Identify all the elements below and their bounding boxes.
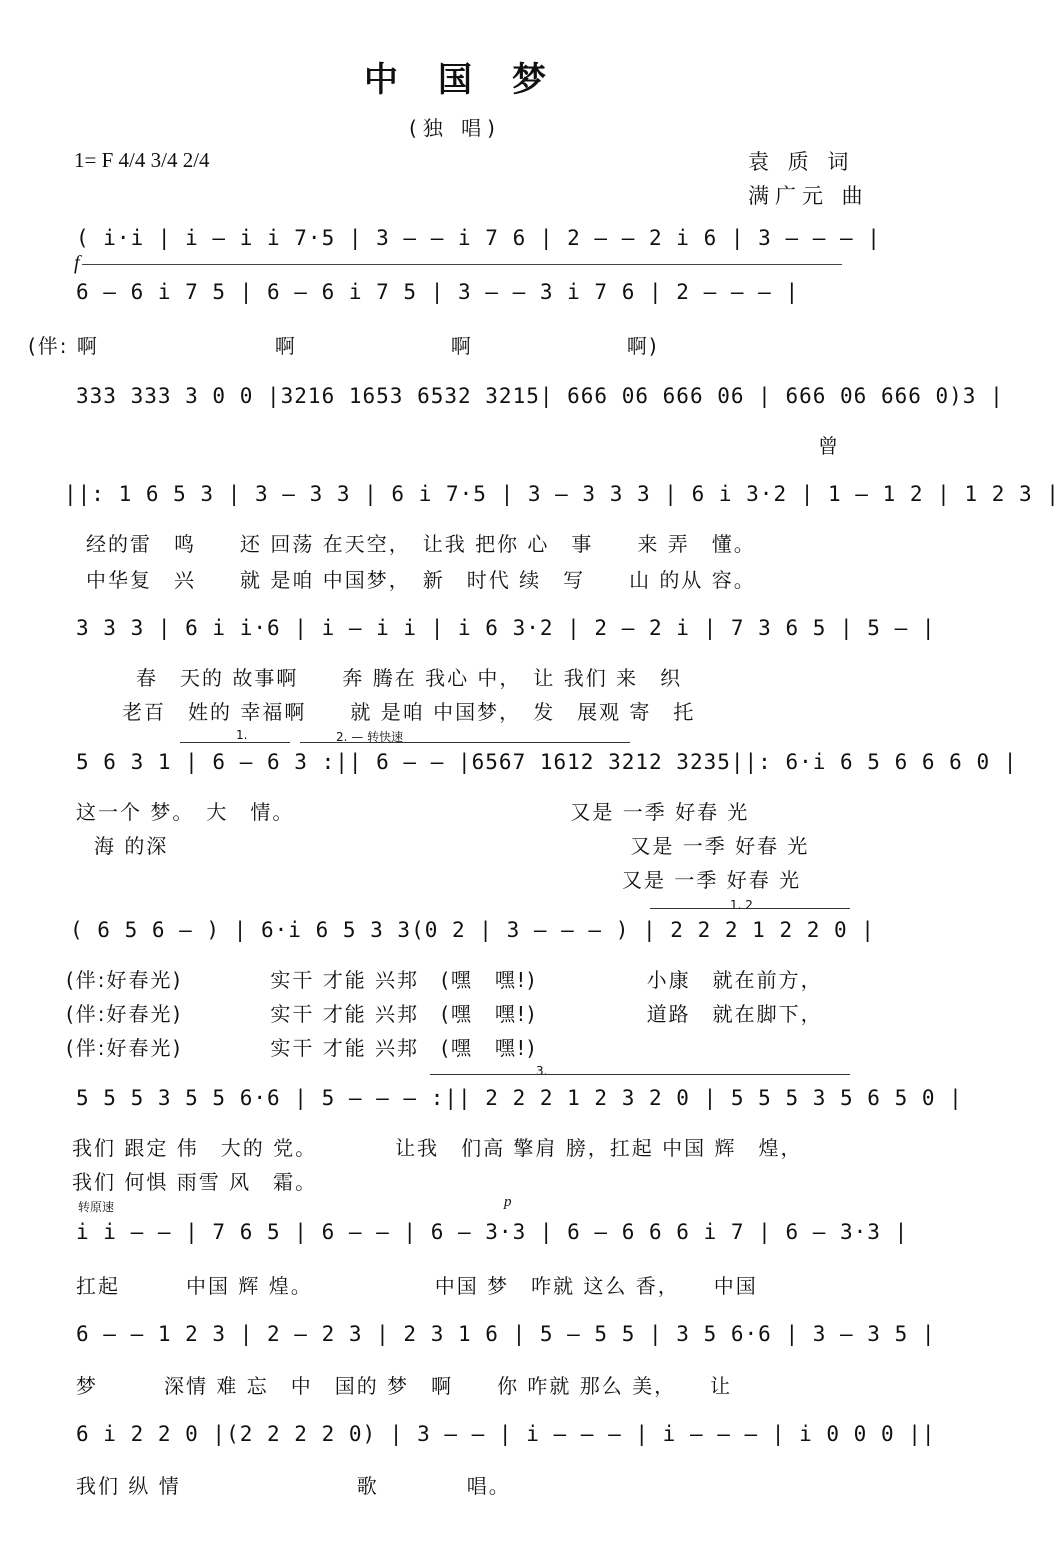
score-line-11-music: 6 i 2 2 0 |(2 2 2 2 0) | 3 — — | i — — — | i — — — | i 0 0 0 || (76, 1422, 936, 1446)
performance-note: (独 唱) (409, 116, 501, 140)
score-line-6-lyrics-verse1: 这一个 梦。 大 情。 又是 一季 好春 光 (76, 800, 750, 824)
score-line-3-music: 333 333 3 0 0 |3216 1653 6532 3215| 666 06 666 06 | 666 06 666 0)3 | (76, 384, 1004, 408)
volta-3-bracket (430, 1074, 850, 1075)
score-line-8-music: 5 5 5 3 5 5 6·6 | 5 — — — :|| 2 2 2 1 2 3 2 0 | 5 5 5 3 5 6 5 0 | (76, 1086, 963, 1110)
volta-1-label: 1. (236, 728, 248, 742)
score-line-2-lyrics: (伴: 啊 啊 啊 啊) (28, 334, 659, 358)
score-line-5-lyrics-verse1: 春 天的 故事啊 奔 腾在 我心 中， 让 我们 来 织 (136, 666, 683, 690)
score-line-3-lyrics: 曾 (818, 434, 840, 458)
dynamic-piano: p (504, 1194, 512, 1210)
tempo-primo-label: 转原速 (78, 1200, 115, 1214)
volta-3-label: 3. (536, 1064, 548, 1078)
score-line-7-lyrics-verse1: (伴:好春光) 实干 才能 兴邦 (嘿 嘿!) 小康 就在前方， (66, 968, 823, 992)
volta-12-label: 1. 2 (730, 898, 753, 912)
score-line-4-lyrics-verse2: 中华复 兴 就 是咱 中国梦， 新 时代 续 写 山 的从 容。 (86, 568, 756, 592)
score-line-10-music: 6 — — 1 2 3 | 2 — 2 3 | 2 3 1 6 | 5 — 5 5 | 3 5 6·6 | 3 — 3 5 | (76, 1322, 936, 1346)
volta-12-bracket (650, 908, 850, 909)
crescendo-line (82, 264, 842, 265)
score-line-4-music: ||: 1 6 5 3 | 3 — 3 3 | 6 i 7·5 | 3 — 3 3 3 | 6 i 3·2 | 1 — 1 2 | 1 2 3 | (64, 482, 1060, 506)
score-line-9-music: i i — — | 7 6 5 | 6 — — | 6 — 3·3 | 6 — 6 6 6 i 7 | 6 — 3·3 | (76, 1220, 909, 1244)
score-line-2-music: 6 — 6 i 7 5 | 6 — 6 i 7 5 | 3 — — 3 i 7 6 | 2 — — — | (76, 280, 800, 304)
score-line-7-music: ( 6 5 6 — ) | 6·i 6 5 3 3(0 2 | 3 — — — ) | 2 2 2 1 2 2 0 | (70, 918, 875, 942)
score-line-6-music: 5 6 3 1 | 6 — 6 3 :|| 6 — — |6567 1612 3212 3235||: 6·i 6 5 6 6 6 0 | (76, 750, 1018, 774)
score-line-1-music: ( i·i | i — i i 7·5 | 3 — — i 7 6 | 2 — — 2 i 6 | 3 — — — | (76, 226, 881, 250)
score-line-8-lyrics-verse1: 我们 跟定 伟 大的 党。 让我 们高 擎肩 膀，扛起 中国 辉 煌， (72, 1136, 803, 1160)
score-line-11-lyrics: 我们 纵 情 歌 唱。 (76, 1474, 511, 1498)
composer: 满广元 曲 (748, 184, 869, 208)
score-line-6-lyrics-verse3: 又是 一季 好春 光 (94, 868, 802, 892)
score-line-5-lyrics-verse2: 老百 姓的 幸福啊 就 是咱 中国梦， 发 展观 寄 托 (122, 700, 696, 724)
score-line-4-lyrics-verse1: 经的雷 鸣 还 回荡 在天空， 让我 把你 心 事 来 弄 懂。 (86, 532, 756, 556)
volta-1-bracket (180, 742, 290, 743)
volta-2-label: 2. — 转快速 (336, 730, 404, 744)
score-line-10-lyrics: 梦 深情 难 忘 中 国的 梦 啊 你 咋就 那么 美， 让 (76, 1374, 733, 1398)
score-line-7-lyrics-verse3: (伴:好春光) 实干 才能 兴邦 (嘿 嘿!) (66, 1036, 537, 1060)
page-title: 中国梦 (364, 60, 586, 100)
key-time-signature: 1= F 4/4 3/4 2/4 (74, 148, 210, 172)
score-line-6-lyrics-verse2: 海 的深 又是 一季 好春 光 (94, 834, 810, 858)
score-line-7-lyrics-verse2: (伴:好春光) 实干 才能 兴邦 (嘿 嘿!) 道路 就在脚下， (66, 1002, 823, 1026)
volta-2-bracket (300, 742, 630, 743)
dynamic-forte: f (74, 252, 80, 274)
score-line-8-lyrics-verse2: 我们 何惧 雨雪 风 霜。 (72, 1170, 318, 1194)
score-line-5-music: 3 3 3 | 6 i i·6 | i — i i | i 6 3·2 | 2 — 2 i | 7 3 6 5 | 5 — | (76, 616, 936, 640)
score-line-9-lyrics: 扛起 中国 辉 煌。 中国 梦 咋就 这么 香， 中国 (76, 1274, 758, 1298)
lyricist: 袁 质 词 (748, 150, 855, 174)
